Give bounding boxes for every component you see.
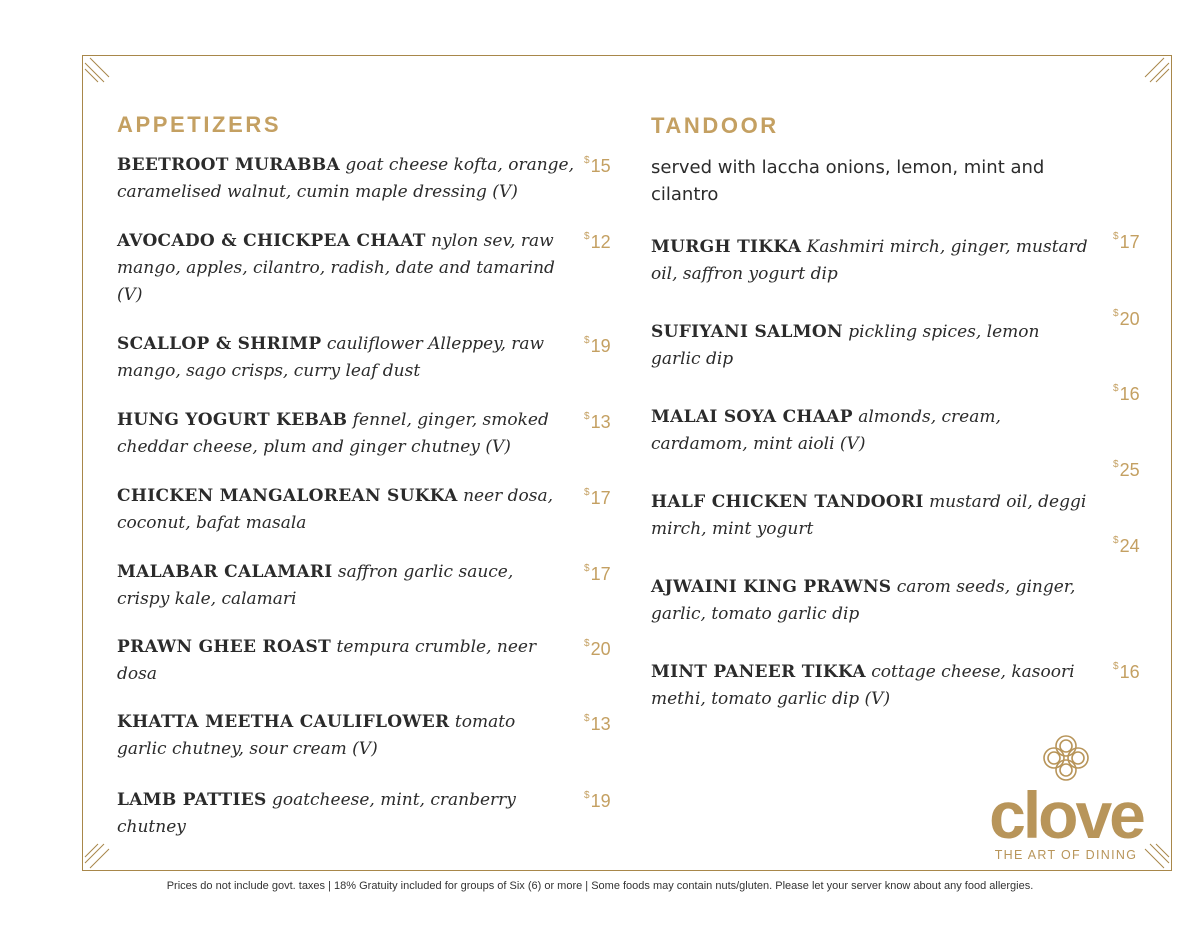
item-price (584, 412, 611, 433)
item-name: CHICKEN MANGALOREAN SUKKA (117, 486, 458, 506)
price-value: 13 (590, 714, 611, 734)
corner-ornament-icon (1144, 57, 1170, 83)
item-description: fennel, ginger, smoked cheddar cheese, plum and ginger chutney (V) (117, 410, 549, 457)
price-value: 25 (1119, 460, 1140, 480)
price-value: 17 (590, 564, 611, 584)
price-currency: $ (584, 155, 590, 166)
item-price (1113, 309, 1140, 330)
price-value: 24 (1119, 536, 1140, 556)
item-description: cottage cheese, kasoori methi, tomato garlic dip (V) (651, 662, 1075, 709)
item-description: goat cheese kofta, orange, caramelised walnut, cumin maple dressing (V) (117, 155, 575, 202)
price-currency: $ (584, 713, 590, 724)
price-currency: $ (1113, 535, 1119, 546)
appetizers-heading: APPETIZERS (117, 112, 282, 137)
item-price (584, 488, 611, 509)
item-price (1113, 460, 1140, 481)
price-currency: $ (1113, 308, 1119, 319)
tandoor-note: served with laccha onions, lemon, mint and cilantro (651, 157, 1045, 205)
corner-ornament-icon (84, 843, 110, 869)
item-price (1113, 232, 1140, 253)
menu-item (117, 152, 577, 206)
price-value: 15 (590, 156, 611, 176)
item-description: tempura crumble, neer dosa (117, 637, 537, 684)
item-price (584, 336, 611, 357)
item-name: MALABAR CALAMARI (117, 562, 333, 582)
price-currency: $ (584, 335, 590, 346)
price-value: 19 (590, 791, 611, 811)
item-description: neer dosa, coconut, bafat masala (117, 486, 554, 533)
item-price (1113, 536, 1140, 557)
item-price (584, 156, 611, 177)
item-price (584, 564, 611, 585)
item-description: pickling spices, lemon garlic dip (651, 322, 1040, 369)
price-currency: $ (584, 411, 590, 422)
price-value: 16 (1119, 384, 1140, 404)
item-description: saffron garlic sauce, crispy kale, calamari (117, 562, 514, 609)
tandoor-heading: TANDOOR (651, 113, 779, 138)
item-name: MINT PANEER TIKKA (651, 662, 866, 682)
menu-item (117, 407, 567, 461)
price-currency: $ (584, 231, 590, 242)
price-currency: $ (1113, 231, 1119, 242)
price-currency: $ (584, 790, 590, 801)
item-name: AVOCADO & CHICKPEA CHAAT (117, 231, 426, 251)
menu-item (117, 483, 567, 537)
item-description: tomato garlic chutney, sour cream (V) (117, 712, 516, 759)
item-description: nylon sev, raw mango, apples, cilantro, radish, date and tamarind (V) (117, 231, 555, 305)
item-name: AJWAINI KING PRAWNS (651, 577, 892, 597)
item-description: mustard oil, deggi mirch, mint yogurt (651, 492, 1087, 539)
item-name: SUFIYANI SALMON (651, 322, 843, 342)
menu-item (651, 659, 1091, 713)
footer-disclaimer: Prices do not include govt. taxes | 18% Gratuity included for groups of Six (6) or more | Some foods may contain nuts/gluten. Please let your server know about any food allergies. (166, 880, 1034, 892)
item-price (1113, 384, 1140, 405)
item-price (1113, 662, 1140, 683)
price-currency: $ (584, 638, 590, 649)
item-name: PRAWN GHEE ROAST (117, 637, 332, 657)
item-description: carom seeds, ginger, garlic, tomato garlic dip (651, 577, 1076, 624)
price-currency: $ (1113, 661, 1119, 672)
brand-tagline: THE ART OF DINING (994, 848, 1138, 862)
menu-item (117, 634, 557, 688)
menu-item (117, 709, 567, 763)
price-value: 20 (590, 639, 611, 659)
item-price (584, 232, 611, 253)
corner-ornament-icon (84, 57, 110, 83)
item-price (584, 791, 611, 812)
price-value: 19 (590, 336, 611, 356)
price-currency: $ (584, 487, 590, 498)
item-name: KHATTA MEETHA CAULIFLOWER (117, 712, 450, 732)
item-description: cauliflower Alleppey, raw mango, sago crisps, curry leaf dust (117, 334, 545, 381)
price-currency: $ (1113, 383, 1119, 394)
item-description: goatcheese, mint, cranberry chutney (117, 790, 516, 837)
item-name: LAMB PATTIES (117, 790, 267, 810)
menu-item (651, 319, 1071, 373)
price-currency: $ (1113, 459, 1119, 470)
price-value: 20 (1119, 309, 1140, 329)
brand-wordmark: clove (989, 778, 1143, 852)
price-value: 12 (590, 232, 611, 252)
item-price (584, 714, 611, 735)
item-name: MURGH TIKKA (651, 237, 802, 257)
item-name: SCALLOP & SHRIMP (117, 334, 322, 354)
item-name: HALF CHICKEN TANDOORI (651, 492, 924, 512)
item-name: MALAI SOYA CHAAP (651, 407, 853, 427)
item-name: BEETROOT MURABBA (117, 155, 340, 175)
price-value: 16 (1119, 662, 1140, 682)
item-name: HUNG YOGURT KEBAB (117, 410, 348, 430)
menu-item (117, 787, 557, 841)
item-description: almonds, cream, cardamom, mint aioli (V) (651, 407, 1001, 454)
menu-item (651, 234, 1101, 288)
clove-logo (976, 730, 1156, 862)
menu-item (651, 574, 1091, 628)
price-currency: $ (584, 563, 590, 574)
menu-item (117, 331, 567, 385)
item-description: Kashmiri mirch, ginger, mustard oil, saffron yogurt dip (651, 237, 1088, 284)
menu-item (651, 404, 1071, 458)
menu-item (117, 559, 557, 613)
price-value: 17 (1119, 232, 1140, 252)
menu-item (117, 228, 557, 309)
item-price (584, 639, 611, 660)
menu-item (651, 489, 1091, 543)
price-value: 13 (590, 412, 611, 432)
price-value: 17 (590, 488, 611, 508)
